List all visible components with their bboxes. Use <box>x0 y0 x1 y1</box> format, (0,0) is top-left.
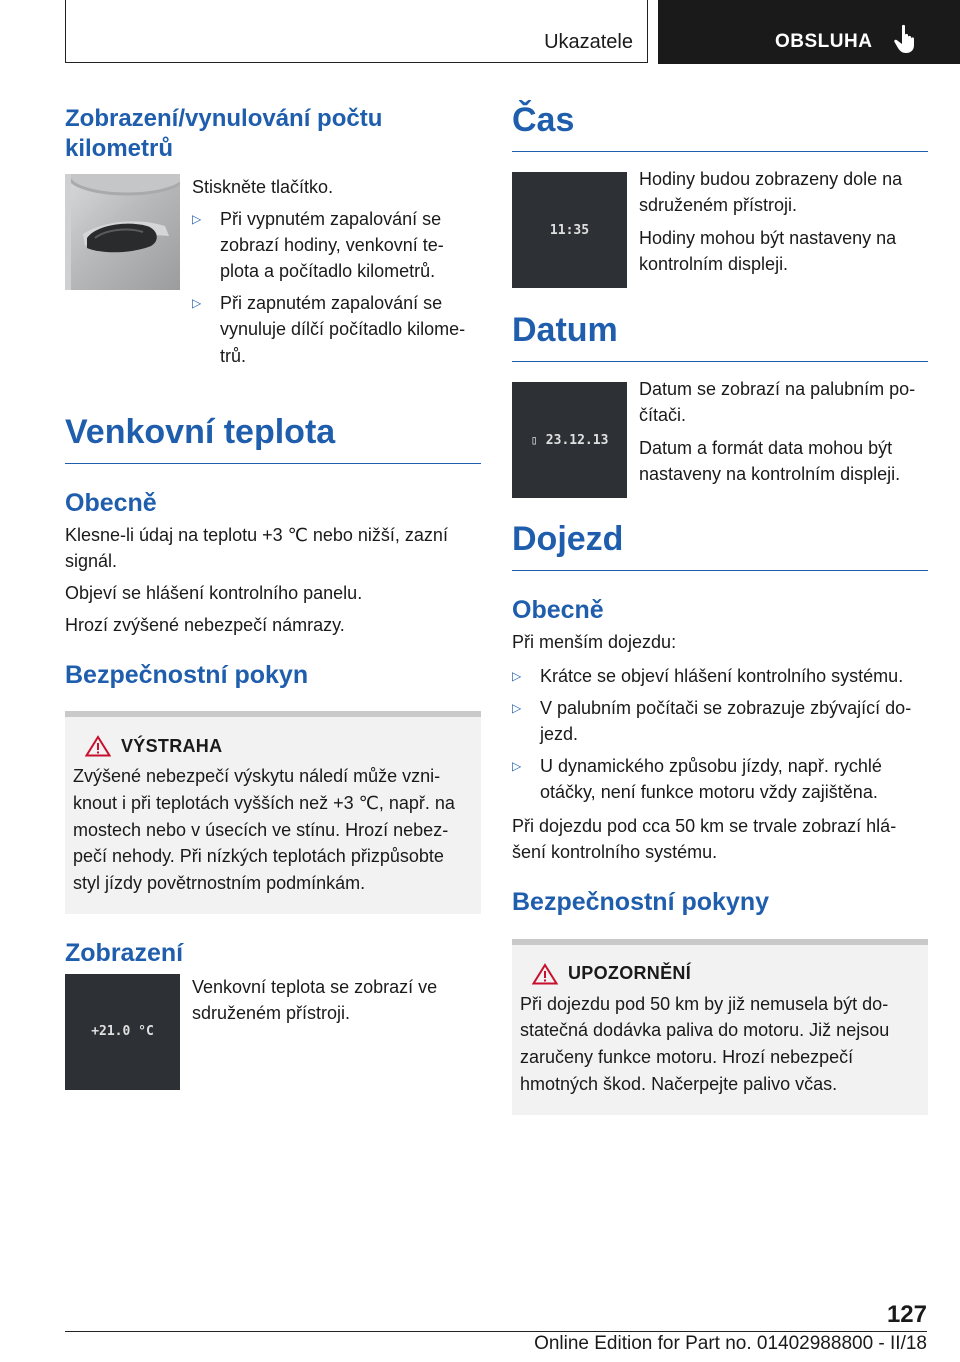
list-item: ▷ Krátce se objeví hlášení kontrolního systému. <box>512 663 928 689</box>
bullet-triangle-icon: ▷ <box>512 759 522 774</box>
temp-title: Venkovní teplota <box>65 414 481 464</box>
temp-display-title: Zobrazení <box>65 939 184 968</box>
temp-para: Klesne-li údaj na teplotu +3 ℃ nebo nižší, zazní signál. <box>65 524 448 571</box>
header-chapter-tab <box>658 0 960 64</box>
list-item: ▷ Při vypnutém zapalování se zobrazí hodiny, venkovní te-plota a počítadlo kilometrů. <box>192 206 481 284</box>
date-display-value: 23.12.13 <box>545 432 609 448</box>
time-title: Čas <box>512 102 928 152</box>
trip-intro: Stiskněte tlačítko. <box>192 177 334 197</box>
list-item: ▷ Při zapnutém zapalování se vynuluje dílčí počítadlo kilome-trů. <box>192 290 481 368</box>
bullet-triangle-icon: ▷ <box>192 296 202 311</box>
clock-display-image: 11:35 <box>512 172 627 288</box>
range-warning-box <box>512 939 928 1116</box>
bullet-triangle-icon: ▷ <box>512 700 522 715</box>
warning-label: VÝSTRAHA <box>121 735 223 756</box>
warning-label: UPOZORNĚNÍ <box>568 963 692 984</box>
date-display-image <box>512 382 627 498</box>
date-para: Datum se zobrazí na palubním po-čítači. <box>639 379 916 426</box>
hand-pointer-icon <box>893 24 919 54</box>
range-general-title: Obecně <box>512 596 604 625</box>
trip-button-image <box>65 174 180 290</box>
temp-display-text: Venkovní teplota se zobrazí ve sdruženém přístroji. <box>192 976 438 1023</box>
footer-divider <box>65 1331 927 1332</box>
trip-button-illustration <box>65 174 180 290</box>
header-section-tab <box>65 0 648 63</box>
header-section-label: Ukazatele <box>544 31 633 53</box>
range-safety-title: Bezpečnostní pokyny <box>512 888 769 917</box>
range-section <box>512 521 928 1115</box>
warning-triangle-icon <box>85 735 111 757</box>
header-chapter-label: OBSLUHA <box>775 31 873 52</box>
list-item: ▷ U dynamického způsobu jízdy, např. rychlé otáčky, není funkce motoru vždy zajištěna. <box>512 753 928 805</box>
date-title: Datum <box>512 312 928 362</box>
temp-warning-box <box>65 711 481 914</box>
temp-general-title: Obecně <box>65 489 157 518</box>
time-para: Hodiny mohou být nastaveny na kontrolním displeji. <box>639 227 897 274</box>
range-title: Dojezd <box>512 521 928 571</box>
date-para: Datum a formát data mohou být nastaveny na kontrolním displeji. <box>639 437 901 484</box>
warning-text: Zvýšené nebezpečí výskytu náledí může vzni-knout i při teplotách vyšších než +3 ℃, např. na mostech nebo v úsecích ve stínu. Hrozí nebez-pečí nehody. Při nízkých teplotách přizpůsobte styl jízdy povětrnostním podmínkám. <box>73 766 455 893</box>
time-section <box>512 102 928 288</box>
page-number: 127 <box>886 1301 927 1328</box>
range-intro: Při menším dojezdu: <box>512 631 677 652</box>
trip-text <box>180 174 481 369</box>
temp-section <box>65 414 481 1090</box>
date-section <box>512 312 928 498</box>
calendar-icon: ▯ <box>530 433 538 448</box>
temp-para: Hrozí zvýšené nebezpečí námrazy. <box>65 614 345 635</box>
list-item: ▷ V palubním počítači se zobrazuje zbývající do-jezd. <box>512 695 928 747</box>
range-para: Při dojezdu pod cca 50 km se trvale zobrazí hlá-šení kontrolního systému. <box>512 816 897 863</box>
temp-safety-title: Bezpečnostní pokyn <box>65 661 309 690</box>
temp-display-image: +21.0 °C <box>65 974 180 1090</box>
bullet-triangle-icon: ▷ <box>192 212 202 227</box>
trip-section <box>65 104 481 369</box>
trip-title: Zobrazení/vynulování počtu kilometrů <box>65 105 383 162</box>
footer-edition: Online Edition for Part no. 01402988800 - II/18 <box>534 1333 927 1354</box>
temp-para: Objeví se hlášení kontrolního panelu. <box>65 582 363 603</box>
bullet-triangle-icon: ▷ <box>512 668 522 683</box>
warning-triangle-icon <box>532 963 558 985</box>
warning-text: Při dojezdu pod 50 km by již nemusela být do-statečná dodávka paliva do motoru. Již nejsou zaručeny funkce motoru. Hrozí nebezpečí hmotných škod. Načerpejte palivo včas. <box>520 993 890 1094</box>
time-para: Hodiny budou zobrazeny dole na sdruženém přístroji. <box>639 169 903 216</box>
